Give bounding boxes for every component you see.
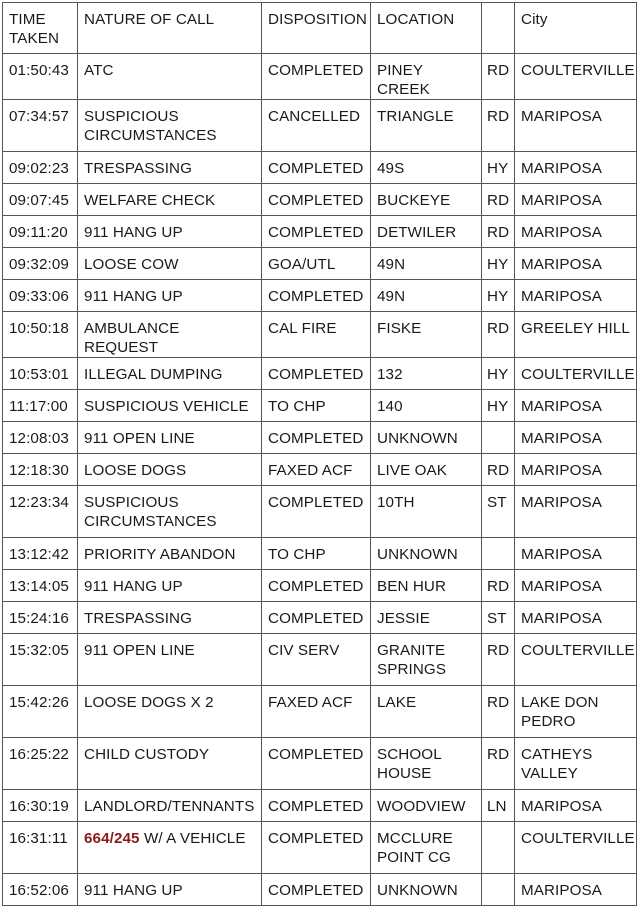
cell-time: 09:07:45 [3, 184, 78, 216]
cell-suffix: ST [482, 486, 515, 538]
cell-city: MARIPOSA [515, 454, 637, 486]
cell-city: LAKE DON PEDRO [515, 686, 637, 738]
cell-location: GRANITE SPRINGS [371, 634, 482, 686]
header-nature: NATURE OF CALL [78, 3, 262, 54]
cell-disposition: COMPLETED [262, 280, 371, 312]
cell-suffix: RD [482, 454, 515, 486]
cell-suffix [482, 874, 515, 906]
cell-suffix: RD [482, 634, 515, 686]
header-row [3, 3, 637, 54]
cell-city: MARIPOSA [515, 790, 637, 822]
table-row [3, 738, 637, 790]
cell-time: 16:25:22 [3, 738, 78, 790]
cell-nature: LANDLORD/TENNANTS [78, 790, 262, 822]
cell-location: 10TH [371, 486, 482, 538]
cell-nature: PRIORITY ABANDON [78, 538, 262, 570]
cell-disposition: TO CHP [262, 538, 371, 570]
cell-city: MARIPOSA [515, 216, 637, 248]
cell-suffix: HY [482, 248, 515, 280]
table-row [3, 570, 637, 602]
cell-suffix [482, 422, 515, 454]
cell-time: 16:31:11 [3, 822, 78, 874]
cell-disposition: FAXED ACF [262, 686, 371, 738]
cell-time: 15:24:16 [3, 602, 78, 634]
cell-disposition: COMPLETED [262, 570, 371, 602]
cell-disposition: COMPLETED [262, 790, 371, 822]
cell-nature: LOOSE DOGS [78, 454, 262, 486]
cell-disposition: COMPLETED [262, 874, 371, 906]
cell-time: 12:08:03 [3, 422, 78, 454]
cell-suffix: RD [482, 686, 515, 738]
cell-location: BEN HUR [371, 570, 482, 602]
cell-location: 49N [371, 248, 482, 280]
cell-city: GREELEY HILL [515, 312, 637, 358]
cell-disposition: GOA/UTL [262, 248, 371, 280]
table-row [3, 216, 637, 248]
cell-nature: SUSPICIOUS VEHICLE [78, 390, 262, 422]
cell-location: MCCLURE POINT CG [371, 822, 482, 874]
cell-nature: 911 OPEN LINE [78, 634, 262, 686]
header-time: TIME TAKEN [3, 3, 78, 54]
cell-location: DETWILER [371, 216, 482, 248]
cell-nature-text: W/ A VEHICLE [143, 830, 246, 847]
table-row [3, 280, 637, 312]
cell-time: 15:42:26 [3, 686, 78, 738]
table-row [3, 686, 637, 738]
cell-nature: TRESPASSING [78, 602, 262, 634]
cell-nature: SUSPICIOUS CIRCUMSTANCES [78, 100, 262, 152]
cell-city: COULTERVILLE [515, 358, 637, 390]
cell-suffix: LN [482, 790, 515, 822]
table-row [3, 602, 637, 634]
cell-time: 13:14:05 [3, 570, 78, 602]
cell-disposition: COMPLETED [262, 358, 371, 390]
cell-location: WOODVIEW [371, 790, 482, 822]
cell-location: LIVE OAK [371, 454, 482, 486]
cell-location: 140 [371, 390, 482, 422]
cell-suffix: HY [482, 358, 515, 390]
cell-disposition: CAL FIRE [262, 312, 371, 358]
cell-nature: 911 HANG UP [78, 216, 262, 248]
cell-city: MARIPOSA [515, 602, 637, 634]
cell-disposition: COMPLETED [262, 216, 371, 248]
cell-suffix: RD [482, 570, 515, 602]
cell-city: MARIPOSA [515, 280, 637, 312]
cell-city: COULTERVILLE [515, 634, 637, 686]
cell-nature: 911 OPEN LINE [78, 422, 262, 454]
cell-nature: AMBULANCE REQUEST [78, 312, 262, 358]
cell-time: 09:32:09 [3, 248, 78, 280]
cell-nature: SUSPICIOUS CIRCUMSTANCES [78, 486, 262, 538]
cell-location: 49N [371, 280, 482, 312]
cell-time: 09:11:20 [3, 216, 78, 248]
cell-disposition: CANCELLED [262, 100, 371, 152]
cell-disposition: TO CHP [262, 390, 371, 422]
cell-time: 13:12:42 [3, 538, 78, 570]
cell-time: 09:33:06 [3, 280, 78, 312]
cell-time: 11:17:00 [3, 390, 78, 422]
cell-city: MARIPOSA [515, 100, 637, 152]
cell-city: MARIPOSA [515, 570, 637, 602]
cell-suffix: HY [482, 152, 515, 184]
cell-suffix: ST [482, 602, 515, 634]
cell-city: MARIPOSA [515, 248, 637, 280]
table-row [3, 634, 637, 686]
cell-city: MARIPOSA [515, 422, 637, 454]
header-disposition: DISPOSITION [262, 3, 371, 54]
cell-city: CATHEYS VALLEY [515, 738, 637, 790]
table-row [3, 422, 637, 454]
cell-disposition: COMPLETED [262, 422, 371, 454]
cell-disposition: COMPLETED [262, 184, 371, 216]
cell-disposition: COMPLETED [262, 822, 371, 874]
table-row [3, 312, 637, 358]
cell-suffix: RD [482, 54, 515, 100]
cell-city: MARIPOSA [515, 486, 637, 538]
header-city: City [515, 3, 637, 54]
table-row [3, 454, 637, 486]
cell-location: 132 [371, 358, 482, 390]
cell-time: 10:53:01 [3, 358, 78, 390]
cell-suffix: RD [482, 312, 515, 358]
cell-location: BUCKEYE [371, 184, 482, 216]
cell-nature: ILLEGAL DUMPING [78, 358, 262, 390]
cell-location: FISKE [371, 312, 482, 358]
table-row [3, 248, 637, 280]
cell-suffix: RD [482, 738, 515, 790]
cell-time: 07:34:57 [3, 100, 78, 152]
cell-location: PINEY CREEK [371, 54, 482, 100]
cell-location: UNKNOWN [371, 874, 482, 906]
cell-suffix: RD [482, 216, 515, 248]
table-row [3, 486, 637, 538]
cell-nature: TRESPASSING [78, 152, 262, 184]
call-log-table [2, 2, 637, 906]
cell-location: JESSIE [371, 602, 482, 634]
cell-nature [78, 822, 262, 874]
table-row [3, 538, 637, 570]
cell-city: MARIPOSA [515, 874, 637, 906]
cell-disposition: COMPLETED [262, 602, 371, 634]
cell-nature: WELFARE CHECK [78, 184, 262, 216]
penal-code-link[interactable]: 664/245 [84, 830, 140, 847]
cell-location: TRIANGLE [371, 100, 482, 152]
cell-city: MARIPOSA [515, 152, 637, 184]
cell-disposition: CIV SERV [262, 634, 371, 686]
cell-disposition: COMPLETED [262, 738, 371, 790]
table-row [3, 874, 637, 906]
cell-suffix: RD [482, 184, 515, 216]
cell-time: 12:18:30 [3, 454, 78, 486]
cell-disposition: COMPLETED [262, 486, 371, 538]
cell-city: MARIPOSA [515, 538, 637, 570]
cell-time: 16:52:06 [3, 874, 78, 906]
cell-time: 01:50:43 [3, 54, 78, 100]
table-row [3, 358, 637, 390]
cell-suffix [482, 538, 515, 570]
header-location: LOCATION [371, 3, 482, 54]
cell-suffix [482, 822, 515, 874]
cell-time: 09:02:23 [3, 152, 78, 184]
cell-nature: 911 HANG UP [78, 570, 262, 602]
cell-suffix: RD [482, 100, 515, 152]
cell-time: 16:30:19 [3, 790, 78, 822]
cell-city: MARIPOSA [515, 184, 637, 216]
cell-location: 49S [371, 152, 482, 184]
cell-time: 15:32:05 [3, 634, 78, 686]
cell-city: COULTERVILLE [515, 822, 637, 874]
table-row [3, 54, 637, 100]
cell-city: MARIPOSA [515, 390, 637, 422]
cell-nature: ATC [78, 54, 262, 100]
cell-city: COULTERVILLE [515, 54, 637, 100]
cell-time: 12:23:34 [3, 486, 78, 538]
cell-nature: 911 HANG UP [78, 280, 262, 312]
cell-nature: LOOSE COW [78, 248, 262, 280]
cell-nature: LOOSE DOGS X 2 [78, 686, 262, 738]
cell-suffix: HY [482, 390, 515, 422]
cell-location: UNKNOWN [371, 422, 482, 454]
cell-time: 10:50:18 [3, 312, 78, 358]
cell-disposition: COMPLETED [262, 152, 371, 184]
table-row [3, 100, 637, 152]
table-row [3, 790, 637, 822]
table-row [3, 152, 637, 184]
cell-nature: 911 HANG UP [78, 874, 262, 906]
cell-location: SCHOOL HOUSE [371, 738, 482, 790]
table-row [3, 822, 637, 874]
table-row [3, 390, 637, 422]
cell-nature: CHILD CUSTODY [78, 738, 262, 790]
cell-disposition: FAXED ACF [262, 454, 371, 486]
cell-location: LAKE [371, 686, 482, 738]
table-row [3, 184, 637, 216]
cell-location: UNKNOWN [371, 538, 482, 570]
cell-disposition: COMPLETED [262, 54, 371, 100]
cell-suffix: HY [482, 280, 515, 312]
header-suffix [482, 3, 515, 54]
